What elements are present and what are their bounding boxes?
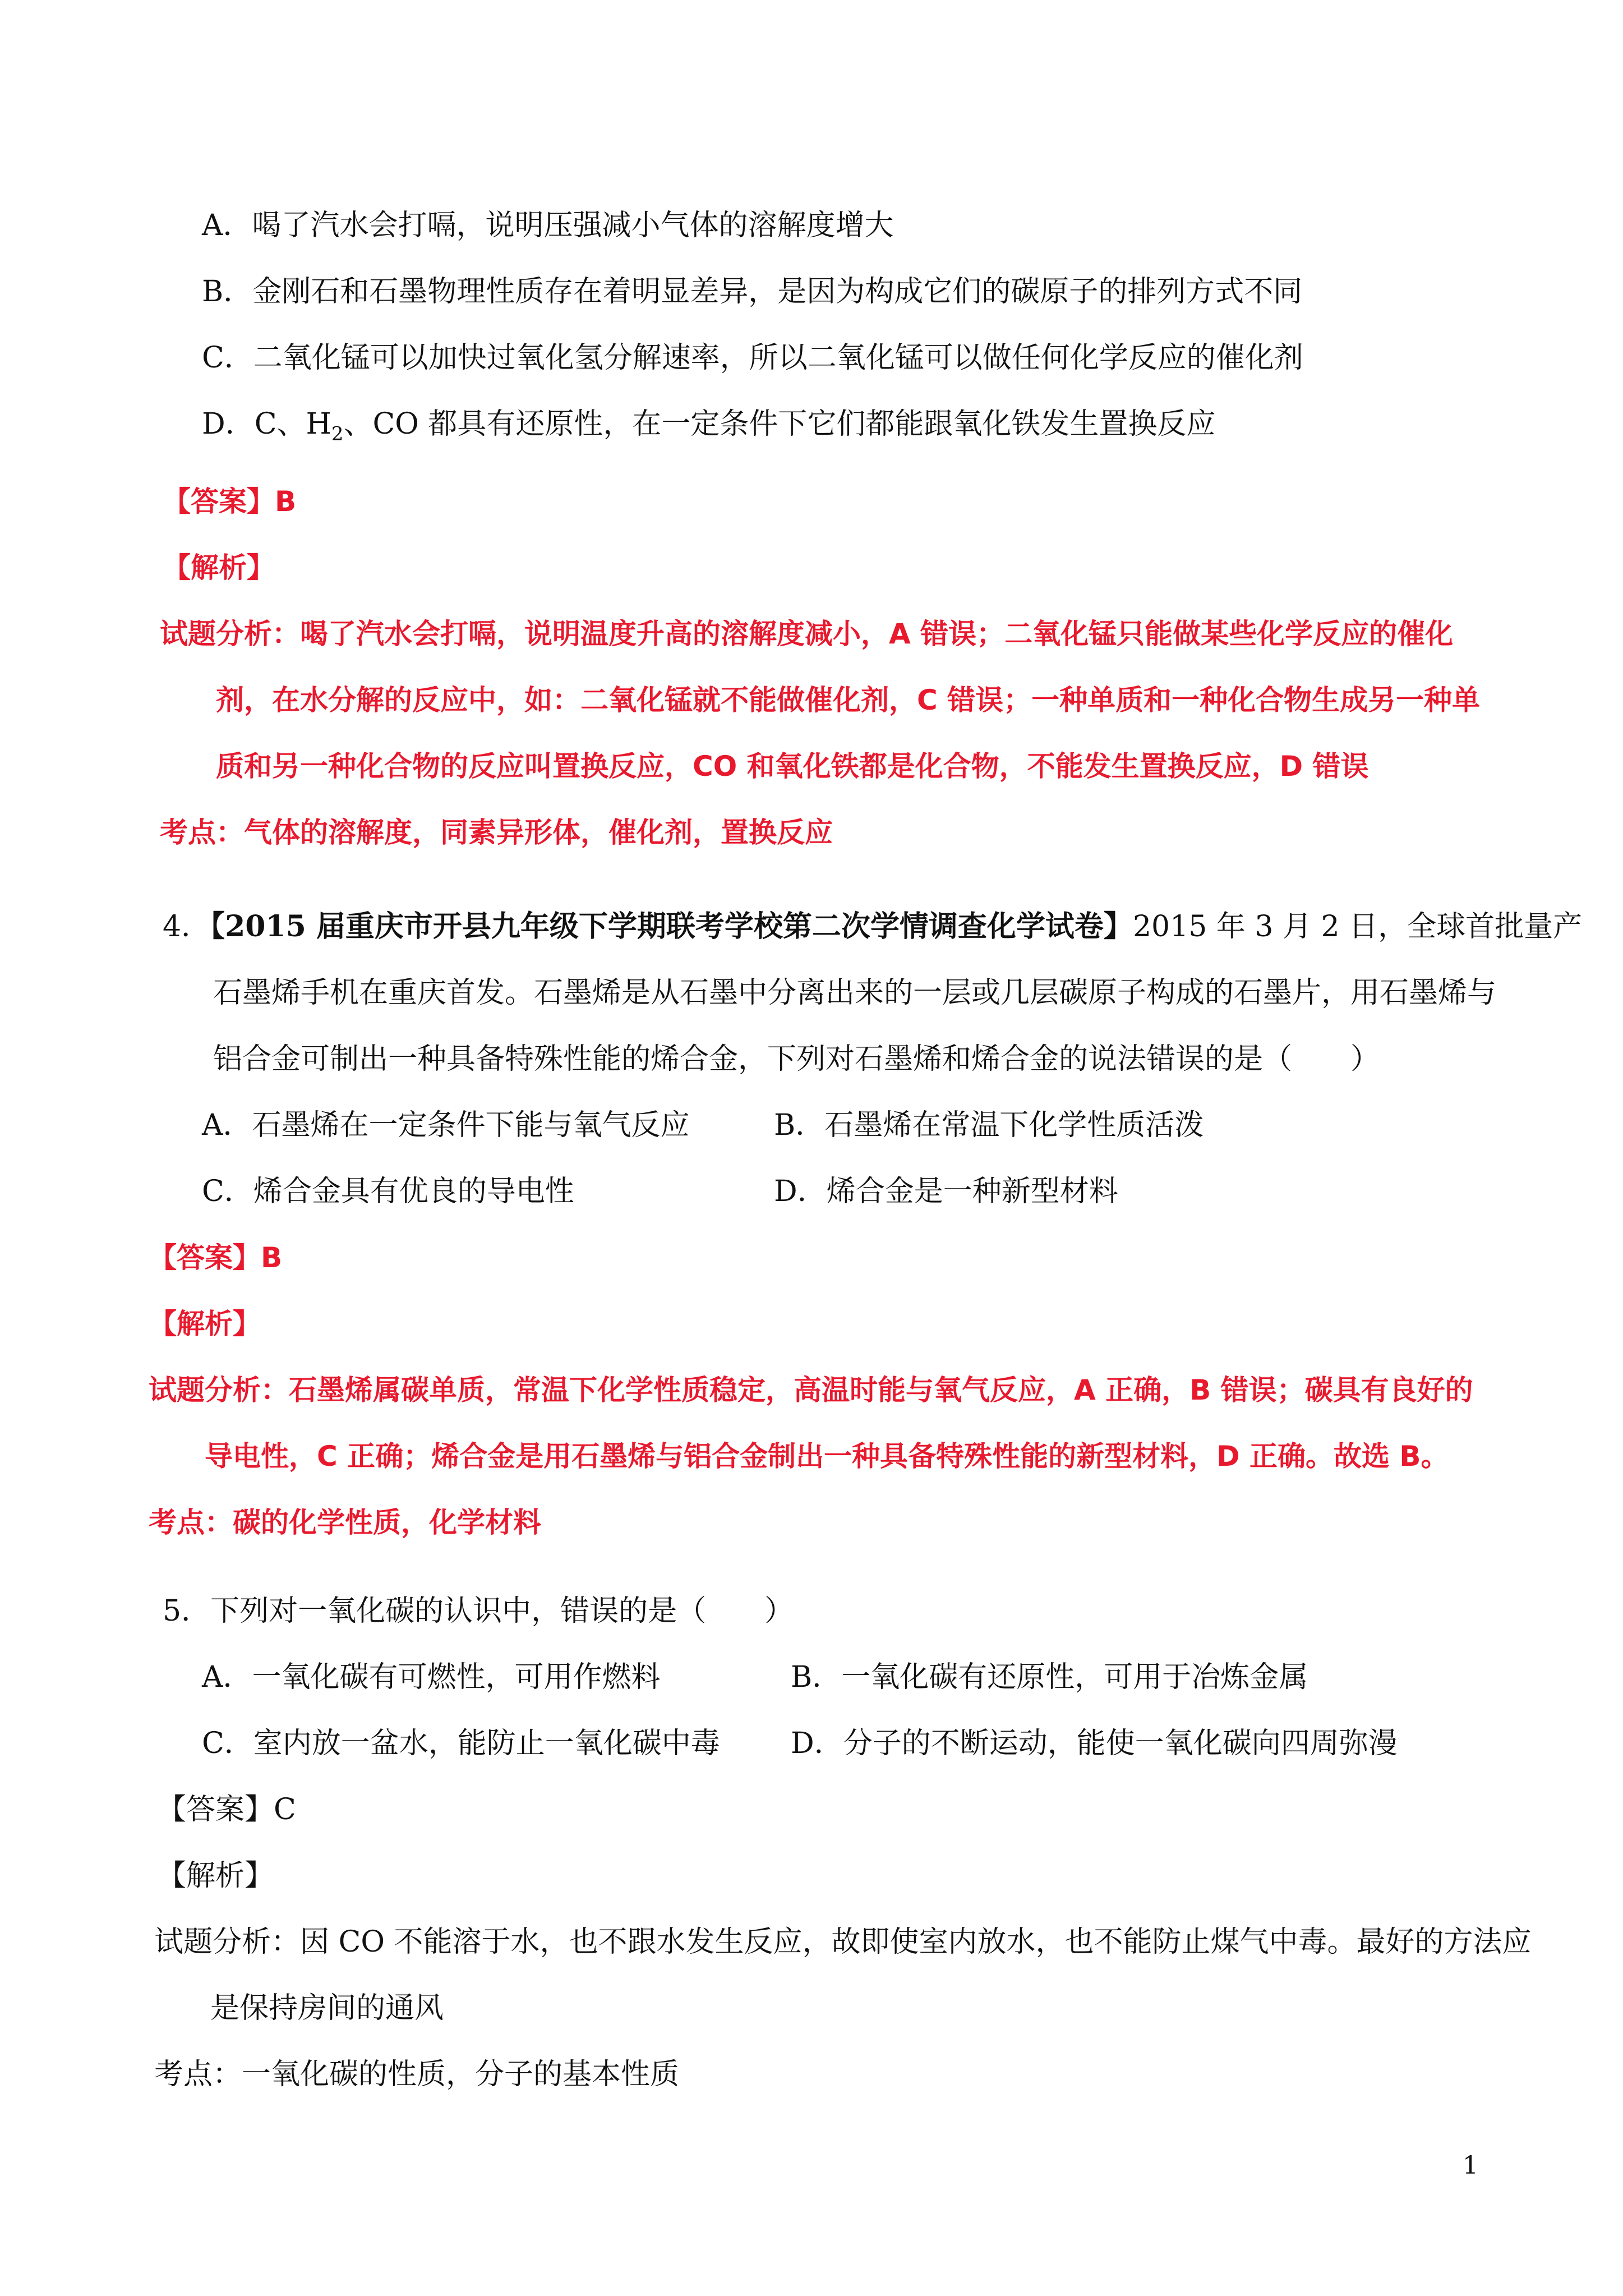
q4-option-a: A．石墨烯在一定条件下能与氧气反应 (202, 1108, 690, 1142)
q5-kaodian: 考点：一氧化碳的性质，分子的基本性质 (154, 2058, 680, 2091)
q3-option-d-post: 、CO 都具有还原性，在一定条件下它们都能跟氧化铁发生置换反应 (343, 407, 1216, 441)
q5-option-c: C．室内放一盆水，能防止一氧化碳中毒 (202, 1727, 720, 1760)
q3-option-d-sub: 2 (331, 422, 344, 445)
q4-number: 4． (163, 910, 211, 944)
q4-option-d: D．烯合金是一种新型材料 (774, 1175, 1118, 1208)
q3-option-b: B．金刚石和石墨物理性质存在着明显差异，是因为构成它们的碳原子的排列方式不同 (202, 275, 1303, 309)
q4-analysis-line-2: 导电性，C 正确；烯合金是用石墨烯与铝合金制出一种具备特殊性能的新型材料，D 正确。故选 B。 (205, 1440, 1449, 1473)
q5-stem: 5．下列对一氧化碳的认识中，错误的是（ ） (163, 1594, 794, 1628)
q3-analysis-line-1: 试题分析：喝了汽水会打嗝，说明温度升高的溶解度减小，A 错误；二氧化锰只能做某些化学反应的催化 (160, 618, 1454, 650)
q4-stem-line-3: 铝合金可制出一种具备特殊性能的烯合金，下列对石墨烯和烯合金的说法错误的是（ ） (213, 1042, 1380, 1076)
q4-kaodian: 考点：碳的化学性质，化学材料 (149, 1506, 541, 1539)
q4-answer: 【答案】B (149, 1241, 283, 1274)
q4-analysis-label: 【解析】 (149, 1308, 261, 1340)
q4-stem-1: 2015 年 3 月 2 日，全球首批量产 (1132, 910, 1583, 944)
q4-analysis-line-1: 试题分析：石墨烯属碳单质，常温下化学性质稳定，高温时能与氧气反应，A 正确，B 错误；碳具有良好的 (149, 1374, 1473, 1406)
q5-option-b: B．一氧化碳有还原性，可用于冶炼金属 (791, 1660, 1308, 1694)
q4-stem-line-1 (163, 909, 1582, 945)
q4-source: 【2015 届重庆市开县九年级下学期联考学校第二次学情调查化学试卷】 (210, 909, 1133, 944)
q5-analysis-label: 【解析】 (157, 1859, 274, 1893)
q4-stem-line-2: 石墨烯手机在重庆首发。石墨烯是从石墨中分离出来的一层或几层碳原子构成的石墨片，用石墨烯与 (213, 976, 1497, 1010)
q3-analysis-line-2: 剂，在水分解的反应中，如：二氧化锰就不能做催化剂，C 错误；一种单质和一种化合物生成另一种单 (216, 684, 1481, 716)
q4-option-c: C．烯合金具有优良的导电性 (202, 1175, 574, 1208)
q3-option-c: C．二氧化锰可以加快过氧化氢分解速率，所以二氧化锰可以做任何化学反应的催化剂 (202, 341, 1303, 375)
q3-answer: 【答案】B (163, 485, 297, 518)
q3-option-a: A．喝了汽水会打嗝，说明压强减小气体的溶解度增大 (202, 209, 894, 242)
q5-option-a: A．一氧化碳有可燃性，可用作燃料 (202, 1660, 661, 1694)
q4-option-b: B．石墨烯在常温下化学性质活泼 (774, 1108, 1204, 1142)
q3-analysis-label: 【解析】 (163, 551, 275, 584)
q3-kaodian: 考点：气体的溶解度，同素异形体，催化剂，置换反应 (160, 816, 833, 849)
q3-option-d (202, 406, 1216, 445)
q5-answer: 【答案】C (157, 1793, 296, 1826)
page-number: 1 (1463, 2151, 1478, 2180)
q5-analysis-line-1: 试题分析：因 CO 不能溶于水，也不跟水发生反应，故即使室内放水，也不能防止煤气中毒。最好的方法应 (154, 1925, 1532, 1959)
q3-analysis-line-3: 质和另一种化合物的反应叫置换反应，CO 和氧化铁都是化合物，不能发生置换反应，D 错误 (216, 750, 1369, 783)
q5-option-d: D．分子的不断运动，能使一氧化碳向四周弥漫 (791, 1727, 1398, 1760)
q5-analysis-line-2: 是保持房间的通风 (210, 1991, 444, 2025)
q3-option-d-pre: D．C、H (202, 407, 331, 441)
